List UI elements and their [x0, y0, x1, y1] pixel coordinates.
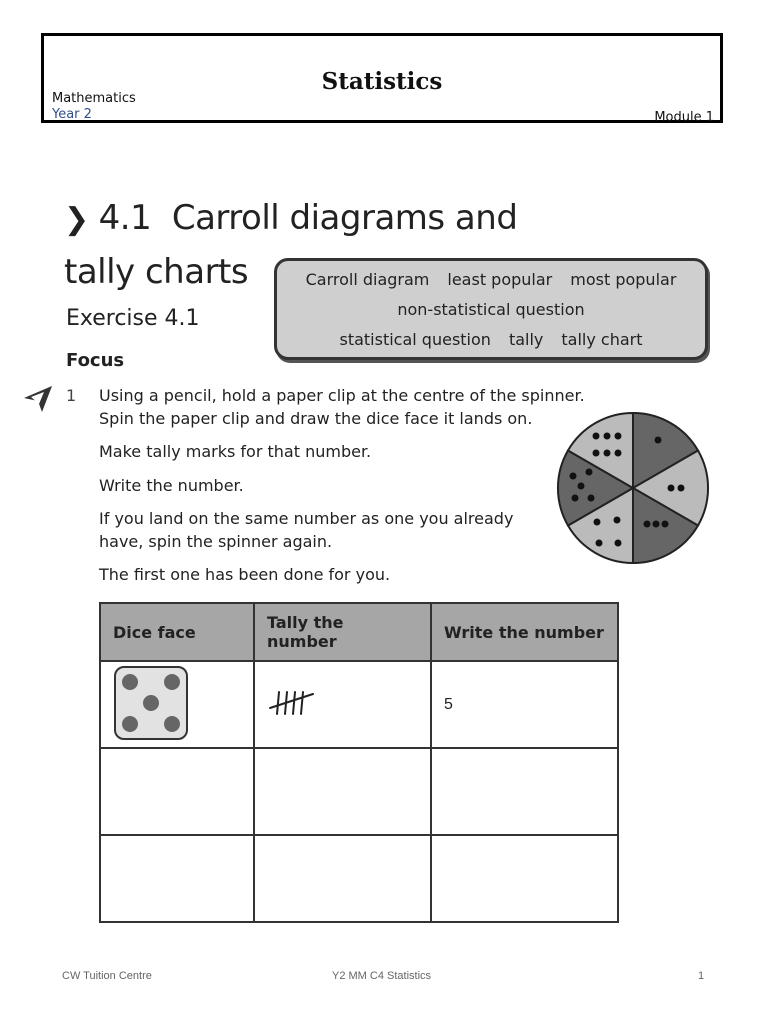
- page-header: [41, 33, 723, 123]
- vocab-term: tally: [508, 329, 544, 349]
- section-number: 4.1: [98, 198, 152, 238]
- vocabulary-row-2: [277, 294, 705, 324]
- number-cell[interactable]: [431, 835, 618, 922]
- table-row: [100, 661, 618, 748]
- number-cell[interactable]: 5: [431, 661, 618, 748]
- tally-marks-icon: [267, 688, 317, 718]
- question-line: Using a pencil, hold a paper clip at the centre of the spinner.: [99, 386, 585, 405]
- vocab-term: non-statistical question: [397, 299, 585, 319]
- vocabulary-box: [274, 258, 708, 360]
- challenge-arrow-icon: [22, 384, 54, 418]
- footer-left: CW Tuition Centre: [62, 970, 152, 982]
- chevron-right-icon: ❯: [64, 202, 89, 237]
- vocab-term: least popular: [447, 269, 553, 289]
- vocab-term: Carroll diagram: [305, 269, 430, 289]
- question-number: 1: [66, 386, 77, 405]
- focus-heading: Focus: [66, 350, 125, 371]
- tally-cell[interactable]: [254, 661, 431, 748]
- vocabulary-row-3: [277, 324, 705, 354]
- column-header: Tally the number: [254, 603, 431, 661]
- footer-center: Y2 MM C4 Statistics: [332, 970, 432, 982]
- number-cell[interactable]: [431, 748, 618, 835]
- subject-label: Mathematics: [52, 91, 136, 106]
- vocab-term: tally chart: [561, 329, 643, 349]
- question-line: Spin the paper clip and draw the dice face it lands on.: [99, 409, 533, 428]
- table-row: [100, 835, 618, 922]
- question-line: Make tally marks for that number.: [99, 442, 372, 461]
- tally-table: [99, 602, 619, 923]
- exercise-heading: Exercise 4.1: [66, 306, 200, 331]
- question-line: The first one has been done for you.: [99, 565, 391, 584]
- dice-face-cell[interactable]: [100, 835, 254, 922]
- spinner-diagram: [555, 410, 711, 570]
- section-title-line1: Carroll diagrams and: [171, 198, 518, 238]
- page-title: Statistics: [321, 68, 443, 95]
- dice-face-cell[interactable]: [100, 661, 254, 748]
- question-line: If you land on the same number as one you already: [99, 509, 514, 528]
- dice-face-cell[interactable]: [100, 748, 254, 835]
- column-header: Dice face: [100, 603, 254, 661]
- page-number: 1: [698, 970, 705, 982]
- table-row: [100, 748, 618, 835]
- tally-cell[interactable]: [254, 835, 431, 922]
- question-line: Write the number.: [99, 476, 244, 495]
- year-label: Year 2: [52, 107, 92, 122]
- vocabulary-row-1: [277, 264, 705, 294]
- tally-cell[interactable]: [254, 748, 431, 835]
- module-label: Module 1: [654, 110, 714, 125]
- table-header-row: [100, 603, 618, 661]
- section-title-line2: tally charts: [64, 252, 249, 292]
- question-line: have, spin the spinner again.: [99, 532, 333, 551]
- dice-five-icon: [113, 665, 189, 741]
- vocab-term: statistical question: [339, 329, 491, 349]
- vocab-term: most popular: [570, 269, 677, 289]
- column-header: Write the number: [431, 603, 618, 661]
